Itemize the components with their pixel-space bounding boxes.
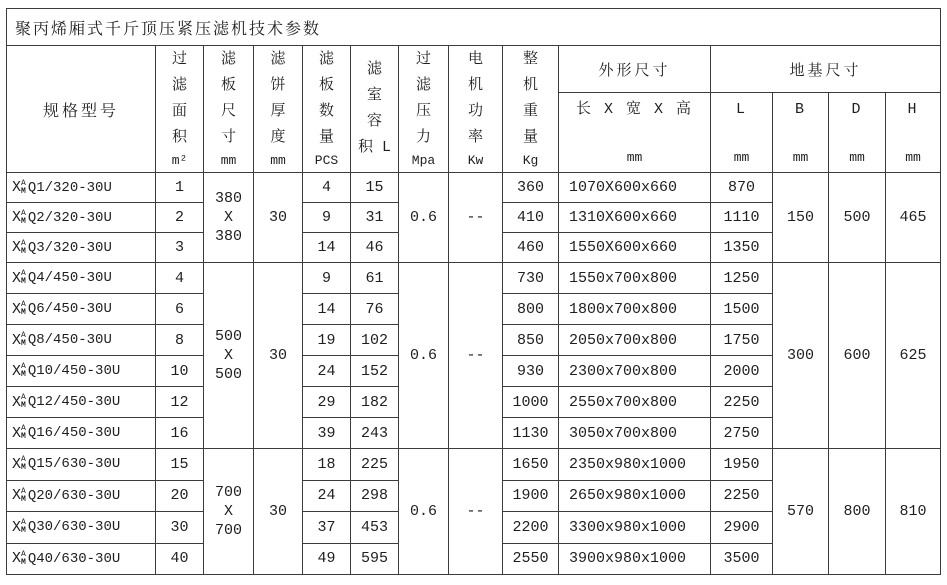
spec-sheet <box>6 8 941 575</box>
plate-count-cell: 39 <box>303 418 351 449</box>
filter-area-cell: 12 <box>156 387 204 418</box>
chamber-volume-cell: 46 <box>351 233 399 263</box>
filter-area-header: 过 滤 面 积 m² <box>156 46 204 173</box>
foundation-l-cell: 2900 <box>711 512 773 544</box>
model-cell: X A M Q3/320-30U <box>7 233 156 263</box>
foundation-d-subheader <box>829 93 886 173</box>
chamber-volume-cell: 102 <box>351 325 399 356</box>
table-row <box>7 173 941 203</box>
foundation-h-label: H <box>907 101 919 118</box>
plate-count-cell: 29 <box>303 387 351 418</box>
spec-table <box>6 8 941 575</box>
foundation-l-cell: 1110 <box>711 203 773 233</box>
plate-count-cell: 19 <box>303 325 351 356</box>
table-row <box>7 449 941 481</box>
overall-dims-cell: 2350x980x1000 <box>559 449 711 481</box>
plate-count-cell: 9 <box>303 203 351 233</box>
plate-count-header: 滤 板 数 量 PCS <box>303 46 351 173</box>
overall-dims-cell: 1310X600x660 <box>559 203 711 233</box>
foundation-b-subheader <box>773 93 829 173</box>
header-row-1 <box>7 46 941 93</box>
foundation-h-cell: 810 <box>886 449 941 575</box>
plate-count-cell: 24 <box>303 480 351 512</box>
model-cell: X A M Q16/450-30U <box>7 418 156 449</box>
foundation-dims-header: 地基尺寸 <box>711 46 941 93</box>
filter-area-cell: 15 <box>156 449 204 481</box>
motor-power-header: 电 机 功 率 Kw <box>449 46 503 173</box>
model-cell: X A M Q1/320-30U <box>7 173 156 203</box>
model-cell: X A M Q8/450-30U <box>7 325 156 356</box>
overall-dims-cell: 1070X600x660 <box>559 173 711 203</box>
overall-dims-cell: 2300x700x800 <box>559 356 711 387</box>
pressure-cell: 0.6 <box>399 173 449 263</box>
weight-cell: 360 <box>503 173 559 203</box>
foundation-l-cell: 870 <box>711 173 773 203</box>
foundation-b-label: B <box>794 101 806 118</box>
filter-area-cell: 1 <box>156 173 204 203</box>
chamber-volume-cell: 298 <box>351 480 399 512</box>
lwh-label: 长 X 宽 X 高 <box>575 101 693 118</box>
filter-area-cell: 4 <box>156 263 204 294</box>
model-cell: X A M Q30/630-30U <box>7 512 156 544</box>
weight-cell: 930 <box>503 356 559 387</box>
foundation-d-unit: mm <box>849 150 865 165</box>
model-cell: X A M Q20/630-30U <box>7 480 156 512</box>
weight-cell: 1650 <box>503 449 559 481</box>
table-row <box>7 263 941 294</box>
cake-thickness-cell: 30 <box>254 263 303 449</box>
foundation-b-cell: 570 <box>773 449 829 575</box>
chamber-volume-cell: 61 <box>351 263 399 294</box>
foundation-b-cell: 150 <box>773 173 829 263</box>
model-cell: X A M Q12/450-30U <box>7 387 156 418</box>
spec-table-body <box>7 173 941 575</box>
plate-count-cell: 24 <box>303 356 351 387</box>
motor-power-cell: -- <box>449 173 503 263</box>
filter-pressure-header: 过 滤 压 力 Mpa <box>399 46 449 173</box>
pressure-cell: 0.6 <box>399 263 449 449</box>
filter-area-cell: 30 <box>156 512 204 544</box>
foundation-h-subheader <box>886 93 941 173</box>
foundation-l-cell: 1500 <box>711 294 773 325</box>
plate-count-cell: 4 <box>303 173 351 203</box>
overall-dims-cell: 1800x700x800 <box>559 294 711 325</box>
model-cell: X A M Q40/630-30U <box>7 543 156 575</box>
title-row <box>7 9 941 46</box>
filter-area-cell: 10 <box>156 356 204 387</box>
overall-dims-cell: 2650x980x1000 <box>559 480 711 512</box>
cake-thickness-cell: 30 <box>254 173 303 263</box>
weight-cell: 2550 <box>503 543 559 575</box>
foundation-d-label: D <box>851 101 863 118</box>
foundation-l-cell: 1950 <box>711 449 773 481</box>
plate-size-cell: 380 X 380 <box>204 173 254 263</box>
model-cell: X A M Q2/320-30U <box>7 203 156 233</box>
weight-cell: 730 <box>503 263 559 294</box>
overall-dims-header: 外形尺寸 <box>559 46 711 93</box>
overall-dims-cell: 1550X600x660 <box>559 233 711 263</box>
chamber-volume-cell: 76 <box>351 294 399 325</box>
plate-size-header: 滤 板 尺 寸 mm <box>204 46 254 173</box>
foundation-d-cell: 500 <box>829 173 886 263</box>
foundation-l-cell: 3500 <box>711 543 773 575</box>
weight-cell: 410 <box>503 203 559 233</box>
foundation-l-cell: 2000 <box>711 356 773 387</box>
model-cell: X A M Q10/450-30U <box>7 356 156 387</box>
foundation-l-label: L <box>735 101 747 118</box>
model-cell: X A M Q4/450-30U <box>7 263 156 294</box>
foundation-d-cell: 600 <box>829 263 886 449</box>
cake-thickness-header: 滤 饼 厚 度 mm <box>254 46 303 173</box>
plate-count-cell: 14 <box>303 233 351 263</box>
plate-count-cell: 9 <box>303 263 351 294</box>
plate-count-cell: 14 <box>303 294 351 325</box>
foundation-l-cell: 2250 <box>711 480 773 512</box>
foundation-l-cell: 1350 <box>711 233 773 263</box>
motor-power-cell: -- <box>449 449 503 575</box>
filter-area-cell: 2 <box>156 203 204 233</box>
overall-dims-cell: 2050x700x800 <box>559 325 711 356</box>
lwh-unit: mm <box>626 150 643 165</box>
foundation-l-cell: 1750 <box>711 325 773 356</box>
foundation-l-cell: 2250 <box>711 387 773 418</box>
foundation-d-cell: 800 <box>829 449 886 575</box>
plate-size-cell: 500 X 500 <box>204 263 254 449</box>
spec-model-header: 规格型号 <box>7 46 156 173</box>
weight-cell: 800 <box>503 294 559 325</box>
weight-cell: 2200 <box>503 512 559 544</box>
chamber-volume-cell: 152 <box>351 356 399 387</box>
overall-dims-cell: 3300x980x1000 <box>559 512 711 544</box>
chamber-volume-cell: 453 <box>351 512 399 544</box>
foundation-l-unit: mm <box>733 150 750 165</box>
pressure-cell: 0.6 <box>399 449 449 575</box>
filter-area-cell: 20 <box>156 480 204 512</box>
weight-cell: 850 <box>503 325 559 356</box>
plate-count-cell: 37 <box>303 512 351 544</box>
motor-power-cell: -- <box>449 263 503 449</box>
weight-cell: 1900 <box>503 480 559 512</box>
plate-size-cell: 700 X 700 <box>204 449 254 575</box>
overall-dims-cell: 3050x700x800 <box>559 418 711 449</box>
foundation-l-subheader <box>711 93 773 173</box>
weight-cell: 1130 <box>503 418 559 449</box>
table-title: 聚丙烯厢式千斤顶压紧压滤机技术参数 <box>7 9 941 46</box>
filter-area-cell: 16 <box>156 418 204 449</box>
filter-area-cell: 6 <box>156 294 204 325</box>
overall-dims-cell: 1550x700x800 <box>559 263 711 294</box>
chamber-volume-header: 滤 室 容 积 L <box>351 46 399 173</box>
chamber-volume-cell: 15 <box>351 173 399 203</box>
model-cell: X A M Q6/450-30U <box>7 294 156 325</box>
foundation-h-unit: mm <box>905 150 921 165</box>
filter-area-cell: 40 <box>156 543 204 575</box>
foundation-h-cell: 465 <box>886 173 941 263</box>
filter-area-cell: 3 <box>156 233 204 263</box>
overall-dims-cell: 3900x980x1000 <box>559 543 711 575</box>
plate-count-cell: 49 <box>303 543 351 575</box>
plate-count-cell: 18 <box>303 449 351 481</box>
foundation-b-unit: mm <box>792 150 809 165</box>
chamber-volume-cell: 225 <box>351 449 399 481</box>
chamber-volume-cell: 31 <box>351 203 399 233</box>
lwh-subheader <box>559 93 711 173</box>
weight-cell: 1000 <box>503 387 559 418</box>
weight-cell: 460 <box>503 233 559 263</box>
chamber-volume-cell: 595 <box>351 543 399 575</box>
machine-weight-header: 整 机 重 量 Kg <box>503 46 559 173</box>
chamber-volume-cell: 243 <box>351 418 399 449</box>
overall-dims-cell: 2550x700x800 <box>559 387 711 418</box>
foundation-l-cell: 1250 <box>711 263 773 294</box>
chamber-volume-cell: 182 <box>351 387 399 418</box>
filter-area-cell: 8 <box>156 325 204 356</box>
foundation-h-cell: 625 <box>886 263 941 449</box>
foundation-l-cell: 2750 <box>711 418 773 449</box>
model-cell: X A M Q15/630-30U <box>7 449 156 481</box>
foundation-b-cell: 300 <box>773 263 829 449</box>
cake-thickness-cell: 30 <box>254 449 303 575</box>
